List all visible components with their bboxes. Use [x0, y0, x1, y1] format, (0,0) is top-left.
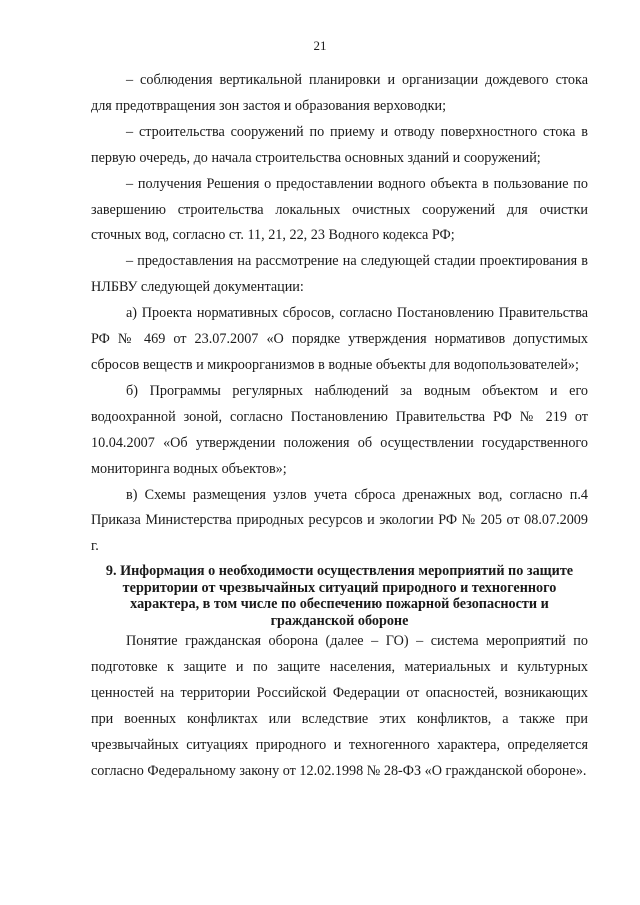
- section-heading: 9. Информация о необходимости осуществления мероприятий по защите территории от чрезвычайных ситуаций природного и техногенного характера, в том числе по обеспечению пожарной безопасности и гражданской обороне: [105, 563, 574, 629]
- paragraph-item-a: а) Проекта нормативных сбросов, согласно Постановлению Правительства РФ № 469 от 23.07.2007 «О порядке утверждения нормативов допустимых сбросов веществ и микроорганизмов в водные объекты для водопользователей»;: [91, 305, 588, 373]
- paragraph-item-c: в) Схемы размещения узлов учета сброса дренажных вод, согласно п.4 Приказа Министерства природных ресурсов и экологии РФ № 205 от 08.07.2009 г.: [91, 486, 588, 555]
- paragraph-documentation-submission: – предоставления на рассмотрение на следующей стадии проектирования в НЛБВУ следующей документации:: [91, 253, 588, 296]
- paragraph-vertical-planning: – соблюдения вертикальной планировки и организации дождевого стока для предотвращения зон застоя и образования верховодки;: [91, 72, 588, 114]
- paragraph-water-use-decision: – получения Решения о предоставлении водного объекта в пользование по завершению строительства локальных очистных сооружений для очистки сточных вод, согласно ст. 11, 21, 22, 23 Водного кодекса РФ;: [91, 175, 588, 244]
- document-body: [91, 68, 588, 785]
- paragraph-item-b: б) Программы регулярных наблюдений за водным объектом и его водоохранной зоной, согласно Постановлению Правительства РФ № 219 от 10.04.2007 «Об утверждении положения об осуществлении государственного мониторинга водных объектов»;: [91, 382, 588, 477]
- page-number: 21: [313, 38, 327, 53]
- paragraph-surface-runoff: – строительства сооружений по приему и отводу поверхностного стока в первую очередь, до начала строительства основных зданий и сооружений;: [91, 123, 588, 166]
- paragraph-civil-defense: Понятие гражданская оборона (далее – ГО) – система мероприятий по подготовке к защите и по защите населения, материальных и культурных ценностей на территории Российской Федерации от опасностей, возникающих при военных конфликтах или вследствие этих конфликтов, а также при чрезвычайных ситуациях природного и техногенного характера, определяется согласно Федеральному закону от 12.02.1998 № 28-ФЗ «О гражданской обороне».: [91, 633, 588, 779]
